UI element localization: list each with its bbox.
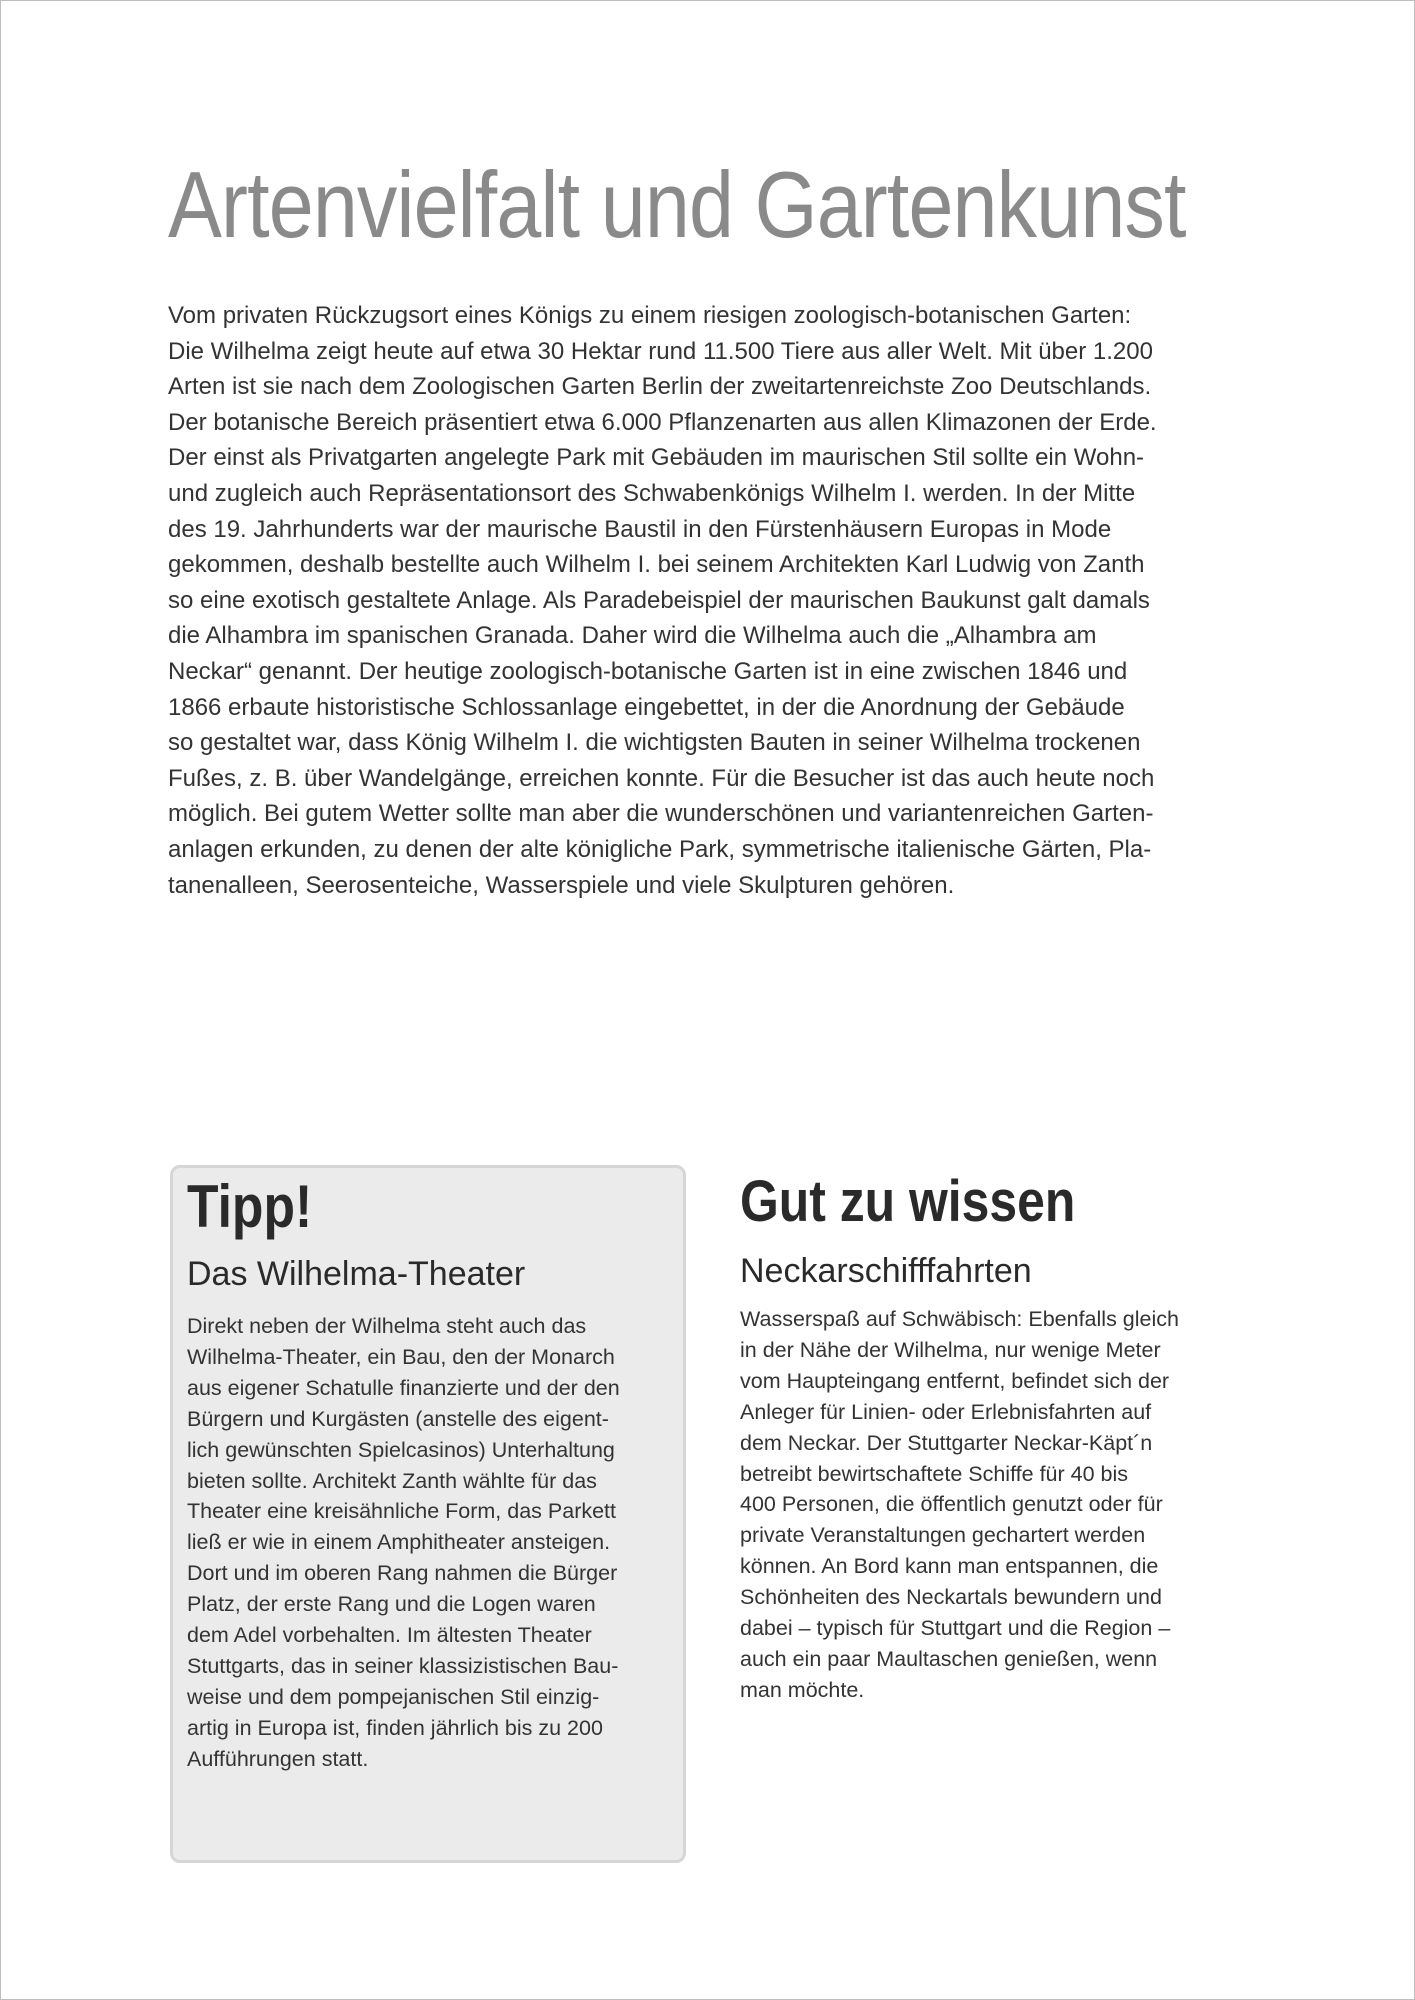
intro-paragraph <box>168 298 1248 903</box>
intro-line: Die Wilhelma zeigt heute auf etwa 30 Hektar rund 11.500 Tiere aus aller Welt. Mit über 1.200 <box>168 337 1153 365</box>
know-line: Anleger für Linien- oder Erlebnisfahrten auf <box>740 1399 1152 1424</box>
tip-line: lich gewünschten Spielcasinos) Unterhaltung <box>187 1437 615 1462</box>
tip-line: Stuttgarts, das in seiner klassizistischen Bau- <box>187 1653 619 1678</box>
good-to-know-subheading: Neckarschifffahrten <box>740 1252 1032 1290</box>
intro-line: Fußes, z. B. über Wandelgänge, erreichen konnte. Für die Besucher ist das auch heute noch <box>168 764 1155 792</box>
tip-line: Platz, der erste Rang und die Logen waren <box>187 1592 596 1617</box>
know-line: Wasserspaß auf Schwäbisch: Ebenfalls gleich <box>740 1307 1179 1331</box>
know-line: private Veranstaltungen gechartert werden <box>740 1523 1146 1548</box>
intro-line: so eine exotisch gestaltete Anlage. Als Paradebeispiel der maurischen Baukunst galt damals <box>168 586 1150 614</box>
tip-line: Aufführungen statt. <box>187 1746 369 1771</box>
know-line: vom Haupteingang entfernt, befindet sich der <box>740 1368 1170 1393</box>
tip-line: Direkt neben der Wilhelma steht auch das <box>187 1314 587 1338</box>
good-to-know-heading: Gut zu wissen <box>740 1169 1076 1234</box>
tip-paragraph <box>187 1311 677 1775</box>
tip-line: artig in Europa ist, finden jährlich bis zu 200 <box>187 1715 603 1740</box>
intro-line: möglich. Bei gutem Wetter sollte man aber die wunderschönen und variantenreichen Garten- <box>168 800 1154 828</box>
know-line: betreibt bewirtschaftete Schiffe für 40 bis <box>740 1461 1129 1486</box>
tip-line: ließ er wie in einem Amphitheater ansteigen. <box>187 1530 611 1555</box>
tip-line: Bürgern und Kurgästen (anstelle des eigent- <box>187 1406 609 1431</box>
know-line: dabei – typisch für Stuttgart und die Region – <box>740 1616 1171 1641</box>
tip-line: aus eigener Schatulle finanzierte und der den <box>187 1375 620 1400</box>
intro-line: anlagen erkunden, zu denen der alte königliche Park, symmetrische italienische Gärten, Pla- <box>168 835 1152 863</box>
intro-line: Der botanische Bereich präsentiert etwa 6.000 Pflanzenarten aus allen Klimazonen der Erde. <box>168 408 1157 436</box>
know-line: können. An Bord kann man entspannen, die <box>740 1554 1159 1579</box>
intro-line: 1866 erbaute historistische Schlossanlage eingebettet, in der die Anordnung der Gebäude <box>168 693 1125 721</box>
good-to-know-paragraph <box>740 1304 1260 1706</box>
intro-line: so gestaltet war, dass König Wilhelm I. die wichtigsten Bauten in seiner Wilhelma trockenen <box>168 729 1141 757</box>
tip-line: dem Adel vorbehalten. Im ältesten Theater <box>187 1623 592 1648</box>
know-line: man möchte. <box>740 1677 865 1702</box>
know-line: in der Nähe der Wilhelma, nur wenige Meter <box>740 1337 1161 1362</box>
tip-line: Dort und im oberen Rang nahmen die Bürger <box>187 1561 618 1586</box>
intro-line: gekommen, deshalb bestellte auch Wilhelm I. bei seinem Architekten Karl Ludwig von Zanth <box>168 551 1145 579</box>
tip-line: bieten sollte. Architekt Zanth wählte für das <box>187 1468 597 1493</box>
know-line: 400 Personen, die öffentlich genutzt oder für <box>740 1492 1163 1517</box>
intro-line: Der einst als Privatgarten angelegte Park mit Gebäuden im maurischen Stil sollte ein Wohn- <box>168 444 1145 472</box>
tip-subheading: Das Wilhelma-Theater <box>187 1255 526 1293</box>
page-title: Artenvielfalt und Gartenkunst <box>168 152 1186 257</box>
know-line: auch ein paar Maultaschen genießen, wenn <box>740 1646 1158 1671</box>
tip-line: Wilhelma-Theater, ein Bau, den der Monarch <box>187 1344 615 1369</box>
intro-line: des 19. Jahrhunderts war der maurische Baustil in den Fürstenhäusern Europas in Mode <box>168 515 1112 543</box>
know-line: dem Neckar. Der Stuttgarter Neckar-Käpt´n <box>740 1430 1153 1455</box>
intro-line: und zugleich auch Repräsentationsort des Schwabenkönigs Wilhelm I. werden. In der Mitte <box>168 479 1136 507</box>
intro-line: Arten ist sie nach dem Zoologischen Garten Berlin der zweitartenreichste Zoo Deutschlands. <box>168 373 1152 401</box>
intro-line: Vom privaten Rückzugsort eines Königs zu einem riesigen zoologisch-botanischen Garten: <box>168 302 1132 329</box>
intro-line: Neckar“ genannt. Der heutige zoologisch-botanische Garten ist in eine zwischen 1846 und <box>168 657 1128 685</box>
intro-line: die Alhambra im spanischen Granada. Daher wird die Wilhelma auch die „Alhambra am <box>168 622 1097 650</box>
tip-heading: Tipp! <box>187 1173 313 1240</box>
intro-line: tanenalleen, Seerosenteiche, Wasserspiele und viele Skulpturen gehören. <box>168 871 955 899</box>
tip-line: Theater eine kreisähnliche Form, das Parkett <box>187 1499 617 1524</box>
tip-line: weise und dem pompejanischen Stil einzig- <box>187 1684 600 1709</box>
know-line: Schönheiten des Neckartals bewundern und <box>740 1585 1162 1610</box>
